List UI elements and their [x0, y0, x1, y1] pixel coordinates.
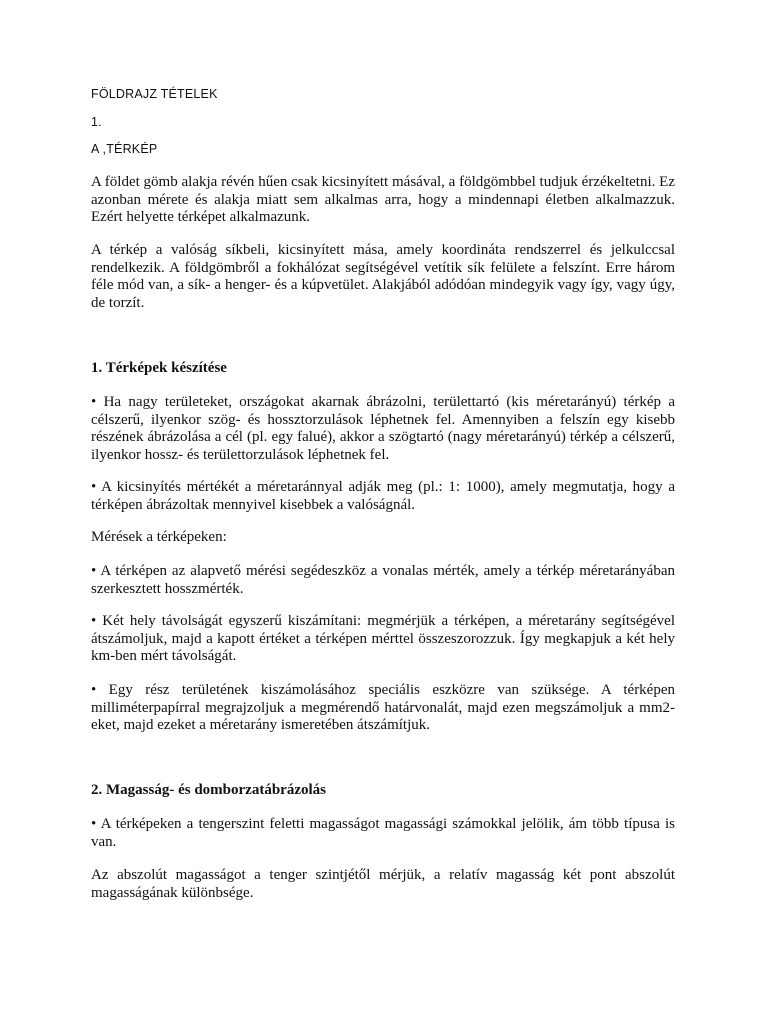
body-paragraph: • A térképen az alapvető mérési segédeszköz a vonalas mérték, amely a térkép méretarányában szerkesztett hosszmérték. [91, 563, 675, 597]
document-title: FÖLDRAJZ TÉTELEK [91, 87, 218, 101]
body-paragraph: Az abszolút magasságot a tenger szintjétől mérjük, a relatív magasság két pont abszolút magasságának különbsége. [91, 867, 675, 901]
topic-title: A ,TÉRKÉP [91, 142, 158, 156]
subheading-text: Mérések a térképeken: [91, 529, 227, 545]
section-heading: 2. Magasság- és domborzatábrázolás [91, 782, 326, 798]
section-heading: 1. Térképek készítése [91, 360, 227, 376]
section-number: 1. [91, 115, 102, 129]
body-paragraph: • Két hely távolságát egyszerű kiszámítani: megmérjük a térképen, a méretarány segítségével átszámoljuk, majd a kapott értéket a térképen mérttel összeszorozzuk. Így megkapjuk a két hely km-ben mért távolságát. [91, 613, 675, 665]
body-paragraph: • Egy rész területének kiszámolásához speciális eszközre van szüksége. A térképen milliméterpapírral megrajzoljuk a megmérendő határvonalát, majd ezen megszámoljuk a mm2-eket, majd ezeket a méretarány ismeretében átszámítjuk. [91, 682, 675, 734]
body-paragraph: • A kicsinyítés mértékét a méretaránnyal adják meg (pl.: 1: 1000), amely megmutatja, hogy a térképen ábrázoltak mennyivel kisebbek a valóságnál. [91, 479, 675, 513]
intro-paragraph: A földet gömb alakja révén hűen csak kicsinyített másával, a földgömbbel tudjuk érzékeltetni. Ez azonban mérete és alakja miatt sem alkalmas arra, hogy a mindennapi életben alkalmazzuk. Ezért helyette térképet alkalmazunk. [91, 174, 675, 226]
body-paragraph: • A térképeken a tengerszint feletti magasságot magassági számokkal jelölik, ám több típusa is van. [91, 816, 675, 850]
body-paragraph: • Ha nagy területeket, országokat akarnak ábrázolni, területtartó (kis méretarányú) térkép a célszerű, ilyenkor szög- és hossztorzulások léphetnek fel. Amennyiben a felszín egy kisebb részének ábrázolása a cél (pl. egy falué), akkor a szögtartó (nagy méretarányú) térkép a célszerű, ilyenkor hossz- és területtorzulások léphetnek fel. [91, 394, 675, 463]
intro-paragraph: A térkép a valóság síkbeli, kicsinyített mása, amely koordináta rendszerrel és jelkulccsal rendelkezik. A földgömbről a fokhálózat segítségével vetítik sík felülete a felszínt. Erre három féle mód van, a sík- a henger- és a kúpvetület. Alakjából adódóan mindegyik vagy így, vagy úgy, de torzít. [91, 242, 675, 311]
